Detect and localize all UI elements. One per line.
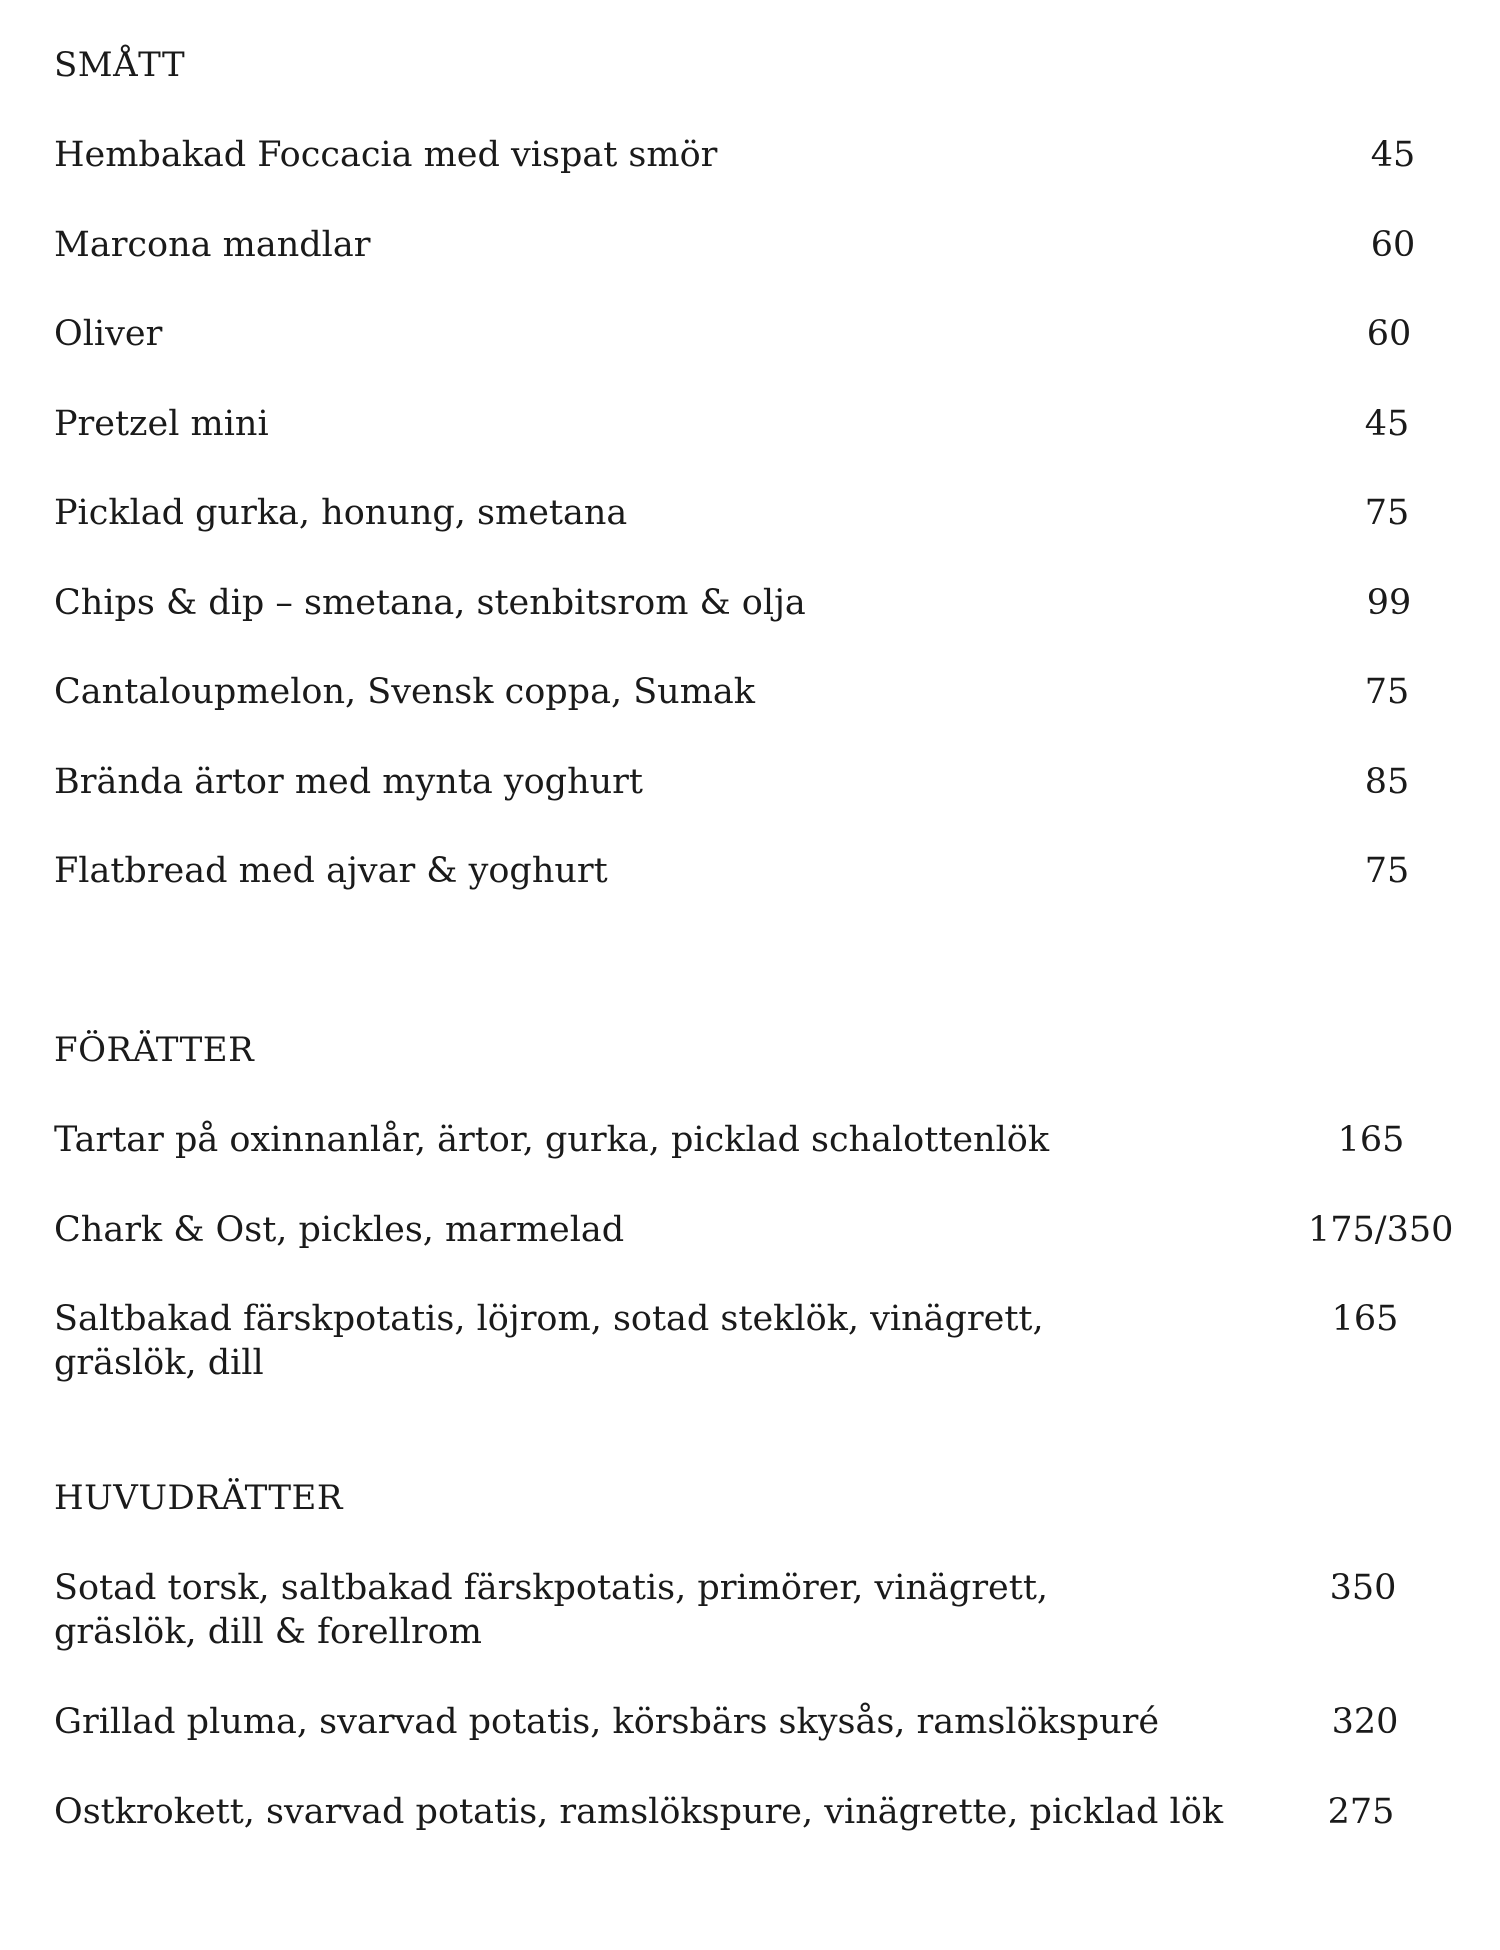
menu-item-price: 275 [1327,1792,1395,1832]
menu-item-price: 175/350 [1308,1210,1454,1250]
menu-item-name: Flatbread med ajvar & yoghurt [54,851,608,891]
menu-item-name: Cantaloupmelon, Svensk coppa, Sumak [54,672,755,712]
menu-item-price: 99 [1366,583,1412,623]
menu-item-name: Ostkrokett, svarvad potatis, ramslökspure, vinägrette, picklad lök [54,1792,1224,1832]
menu-item-name-continued: gräslök, dill & forellrom [54,1612,482,1652]
menu-item-name-continued: gräslök, dill [54,1343,264,1383]
section-heading-foratter: FÖRÄTTER [54,1030,255,1070]
menu-item-price: 350 [1329,1568,1397,1608]
menu-item-name: Chips & dip – smetana, stenbitsrom & olja [54,583,806,623]
menu-item-price: 60 [1366,314,1412,354]
menu-item-price: 75 [1364,672,1410,712]
menu-item-price: 60 [1370,225,1416,265]
menu-item-price: 165 [1331,1299,1399,1339]
section-heading-huvudratter: HUVUDRÄTTER [54,1478,343,1518]
menu-item-name: Brända ärtor med mynta yoghurt [54,762,643,802]
menu-item-name: Chark & Ost, pickles, marmelad [54,1210,625,1250]
menu-item-name: Pretzel mini [54,404,269,444]
menu-item-price: 85 [1364,762,1410,802]
section-heading-smatt: SMÅTT [54,45,186,85]
menu-item-name: Grillad pluma, svarvad potatis, körsbärs skysås, ramslökspuré [54,1702,1160,1742]
menu-item-name: Marcona mandlar [54,225,371,265]
menu-item-price: 45 [1364,404,1410,444]
menu-item-name: Oliver [54,314,163,354]
menu-item-price: 75 [1364,493,1410,533]
menu-item-price: 320 [1331,1702,1399,1742]
menu-item-name: Saltbakad färskpotatis, löjrom, sotad steklök, vinägrett, [54,1299,1044,1339]
menu-item-name: Hembakad Foccacia med vispat smör [54,135,718,175]
menu-item-price: 45 [1370,135,1416,175]
menu-item-name: Picklad gurka, honung, smetana [54,493,628,533]
menu-item-name: Tartar på oxinnanlår, ärtor, gurka, picklad schalottenlök [54,1120,1050,1160]
menu-item-price: 165 [1337,1120,1405,1160]
menu-item-name: Sotad torsk, saltbakad färskpotatis, primörer, vinägrett, [54,1568,1049,1608]
menu-item-price: 75 [1364,851,1410,891]
